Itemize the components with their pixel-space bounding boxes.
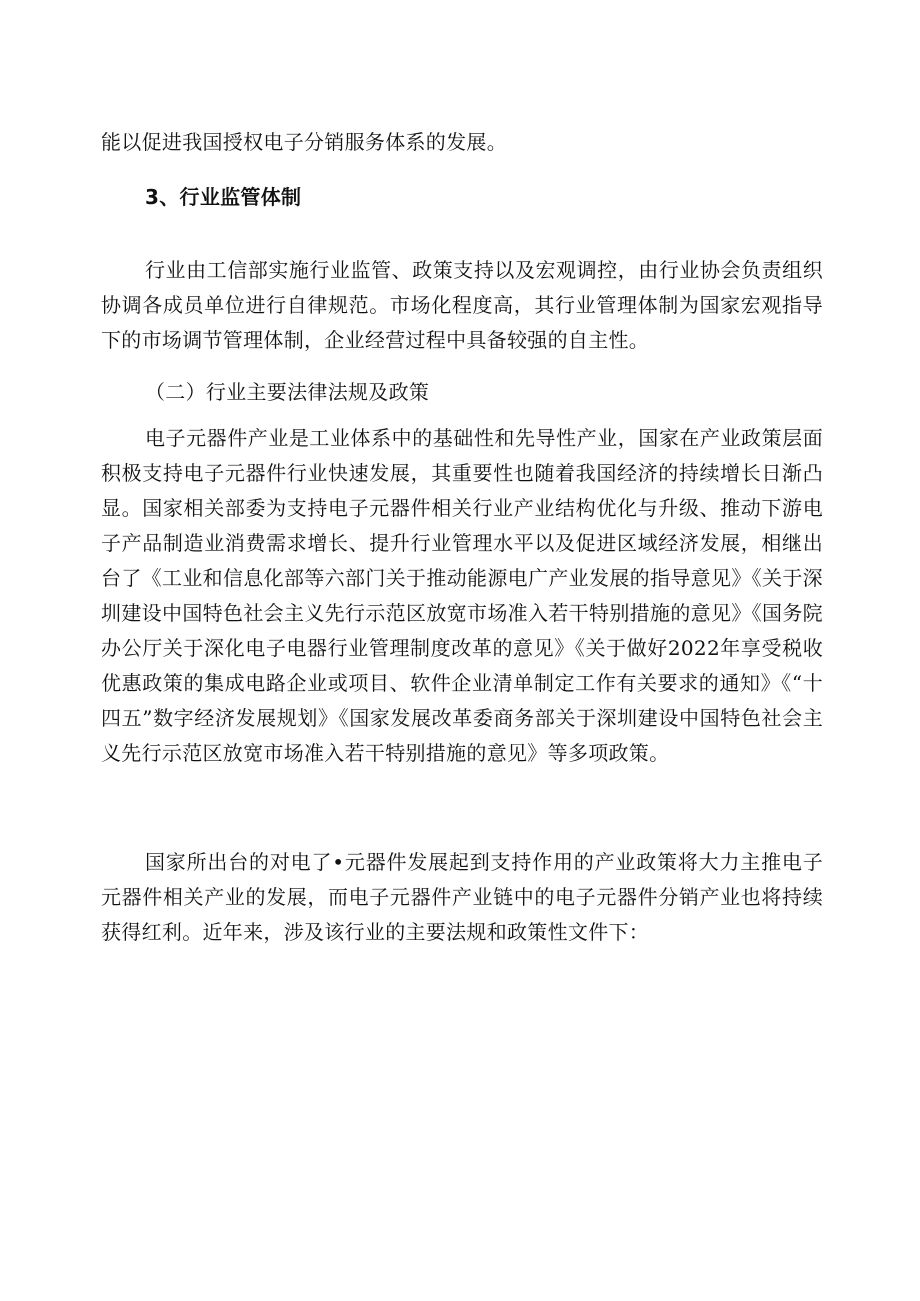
section-3-heading: 3、行业监管体制: [145, 185, 302, 209]
policy-paragraph: 电子元器件产业是工业体系中的基础性和先导性产业，国家在产业政策层面积极支持电子元器件行业快速发展，其重要性也随着我国经济的持续增长日渐凸显。国家相关部委为支持电子元器件相关行业产业结构优化与升级、推动下游电子产品制造业消费需求增长、提升行业管理水平以及促进区域经济发展，相继出台了《工业和信息化部等六部门关于推动能源电广产业发展的指导意见》《关于深圳建设中国特色社会主义先行示范区放宽市场准入若干特别措施的意见》《国务院办公厅关于深化电子电器行业管理制度改革的意见》《关于做好2022年享受税收优惠政策的集成电路企业或项目、软件企业清单制定工作有关要求的通知》《“十四五”数字经济发展规划》《国家发展改革委商务部关于深圳建设中国特色社会主义先行示范区放宽市场准入若干特别措施的意见》等多项政策。: [101, 426, 823, 765]
section-2-heading: （二）行业主要法律法规及政策: [145, 380, 430, 404]
conclusion-paragraph: 国家所出台的对电了•元器件发展起到支持作用的产业政策将大力主推电子元器件相关产业的发展，而电子元器件产业链中的电子元器件分销产业也将持续获得红利。近年来，涉及该行业的主要法规和政策性文件下：: [101, 850, 823, 944]
regulation-block: [101, 253, 823, 358]
policy-block: [101, 421, 823, 771]
section-2-heading-block: [145, 377, 745, 407]
intro-tail-block: [101, 125, 823, 160]
conclusion-block: [101, 845, 823, 950]
regulation-paragraph: 行业由工信部实施行业监管、政策支持以及宏观调控，由行业协会负责组织协调各成员单位进行自律规范。市场化程度高，其行业管理体制为国家宏观指导下的市场调节管理体制，企业经营过程中具备较强的自主性。: [101, 258, 823, 352]
intro-tail-paragraph: 能以促进我国授权电子分销服务体系的发展。: [101, 130, 507, 154]
section-3-heading-block: [145, 182, 745, 212]
